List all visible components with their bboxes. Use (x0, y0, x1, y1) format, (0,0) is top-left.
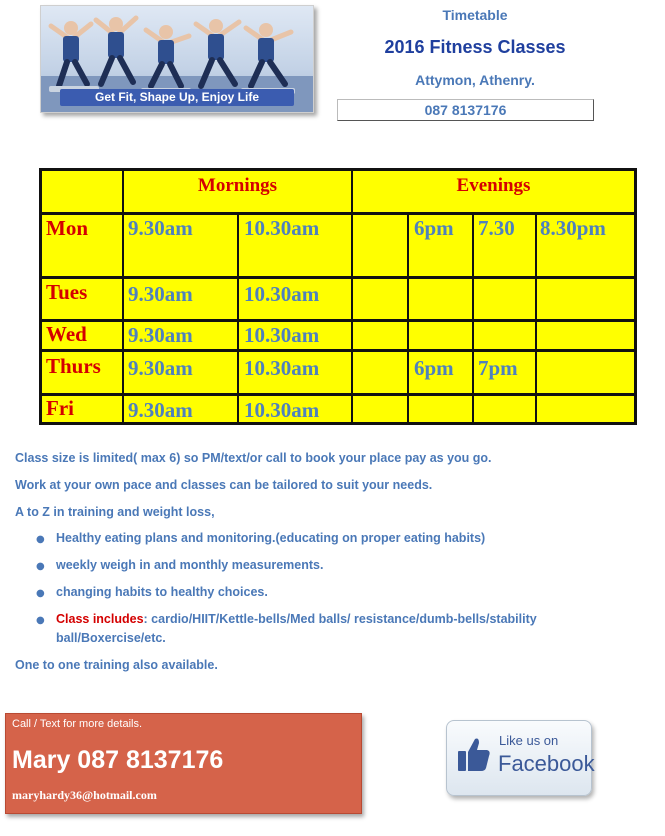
header-evenings: Evenings (456, 175, 531, 196)
thurs-evening-2: 6pm (414, 356, 454, 380)
thurs-morning-1: 9.30am (128, 356, 193, 380)
contact-email[interactable]: maryhardy36@hotmail.com (12, 788, 157, 802)
contact-name-phone: Mary 087 8137176 (12, 746, 224, 774)
hero-image (40, 5, 314, 113)
bullet-healthy-eating: Healthy eating plans and monitoring.(educating on proper eating habits) (56, 531, 486, 545)
day-mon: Mon (46, 216, 88, 240)
thurs-evening-3: 7pm (478, 356, 518, 380)
mon-morning-2: 10.30am (244, 216, 320, 240)
location: Attymon, Athenry. (415, 72, 535, 88)
wed-morning-1: 9.30am (128, 323, 193, 347)
timetable-label: Timetable (442, 7, 508, 23)
class-includes-continued: ball/Boxercise/etc. (56, 631, 166, 645)
mon-evening-2: 6pm (414, 216, 454, 240)
hero-slogan: Get Fit, Shape Up, Enjoy Life (60, 89, 294, 106)
thumbs-up-icon (457, 735, 491, 775)
header-mornings: Mornings (197, 175, 278, 196)
day-fri: Fri (46, 396, 74, 420)
wed-morning-2: 10.30am (244, 323, 320, 347)
day-thurs: Thurs (46, 354, 101, 378)
info-one-to-one: One to one training also available. (15, 658, 218, 672)
mon-evening-3: 7.30 (478, 216, 515, 240)
class-includes-label: Class includes (56, 612, 144, 626)
fri-morning-2: 10.30am (244, 398, 320, 422)
info-a-to-z: A to Z in training and weight loss, (15, 505, 215, 519)
timetable-grid (39, 168, 637, 425)
facebook-wordmark: Facebook (498, 751, 595, 776)
facebook-like-button[interactable] (446, 720, 595, 796)
bullet-weigh-in: weekly weigh in and monthly measurements. (56, 558, 324, 572)
bullet-icon: ● (36, 615, 45, 626)
bullet-class-includes (56, 612, 537, 626)
info-own-pace: Work at your own pace and classes can be tailored to suit your needs. (15, 478, 433, 492)
bullet-habits: changing habits to healthy choices. (56, 585, 268, 599)
page-title: 2016 Fitness Classes (384, 37, 566, 57)
day-tues: Tues (46, 280, 88, 304)
bullet-icon: ● (36, 561, 45, 572)
mon-evening-4: 8.30pm (540, 216, 606, 240)
facebook-like-text: Like us on (499, 733, 559, 748)
mon-morning-1: 9.30am (128, 216, 193, 240)
tues-morning-2: 10.30am (244, 282, 320, 306)
class-includes-list: : cardio/HIIT/Kettle-bells/Med balls/ resistance/dumb-bells/stability (143, 612, 537, 626)
info-class-size: Class size is limited( max 6) so PM/text/or call to book your place pay as you go. (15, 451, 492, 465)
day-wed: Wed (46, 322, 87, 346)
contact-prompt: Call / Text for more details. (12, 718, 143, 730)
contact-box (5, 713, 362, 814)
bullet-icon: ● (36, 588, 45, 599)
fri-morning-1: 9.30am (128, 398, 193, 422)
thurs-morning-2: 10.30am (244, 356, 320, 380)
bullet-icon: ● (36, 534, 45, 545)
tues-morning-1: 9.30am (128, 282, 193, 306)
header-phone: 087 8137176 (337, 99, 594, 121)
